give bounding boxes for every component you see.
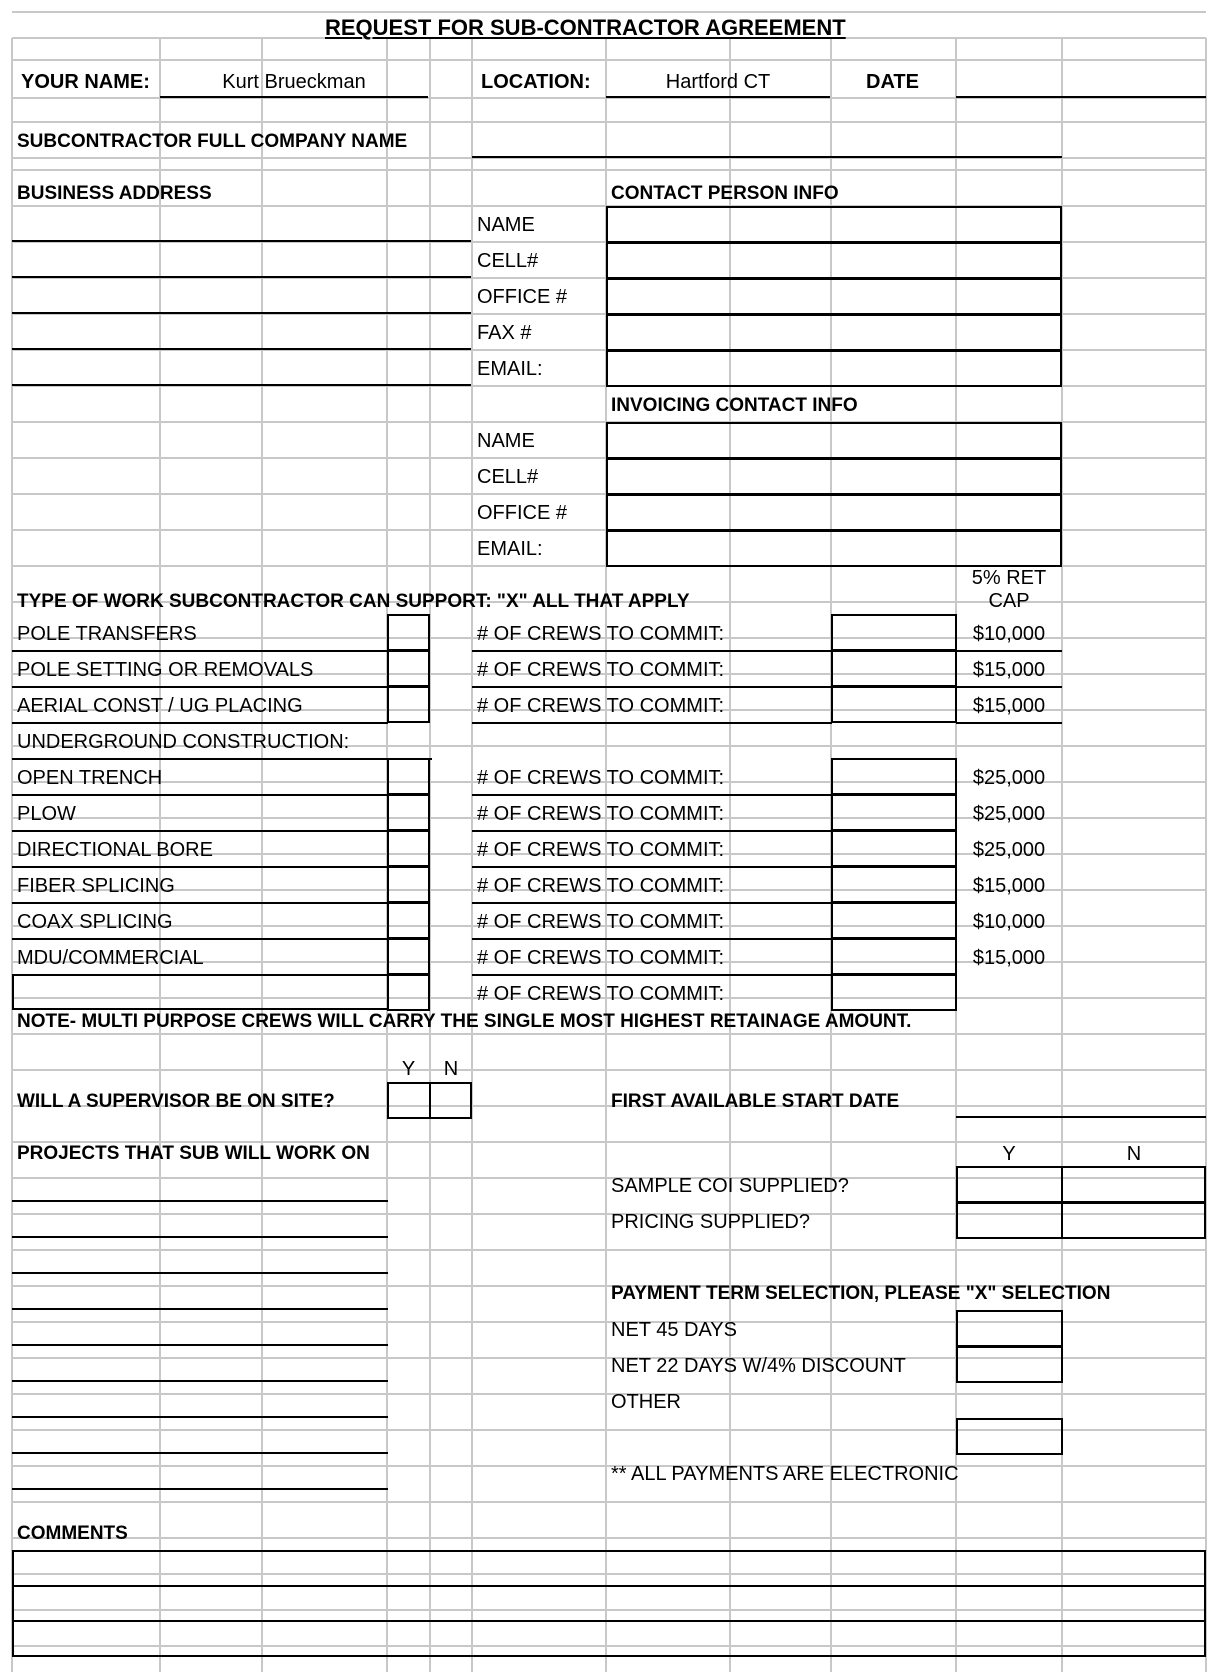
work-type-label: POLE SETTING OR REMOVALS <box>17 659 314 681</box>
work-type-checkbox[interactable] <box>387 686 430 723</box>
crews-count-input[interactable] <box>831 902 957 939</box>
invoicing-office-label: OFFICE # <box>477 502 568 524</box>
payment-option-net45-label: NET 45 DAYS <box>611 1319 737 1341</box>
business-address-line-4[interactable] <box>12 314 471 350</box>
row-divider <box>12 758 432 760</box>
project-line-2[interactable] <box>12 1202 388 1238</box>
work-type-label: POLE TRANSFERS <box>17 623 197 645</box>
coi-yes-checkbox[interactable] <box>956 1166 1063 1203</box>
comment-line-2[interactable] <box>12 1585 1206 1622</box>
contact-email-label: EMAIL: <box>477 358 543 380</box>
work-type-checkbox[interactable] <box>387 974 430 1011</box>
crews-label: # OF CREWS TO COMMIT: <box>477 659 725 681</box>
payment-term-heading: PAYMENT TERM SELECTION, PLEASE "X" SELECTION <box>611 1283 1111 1304</box>
comments-label: COMMENTS <box>17 1523 128 1544</box>
contact-name-input[interactable] <box>606 206 1062 243</box>
row-divider <box>472 722 832 724</box>
pricing-question: PRICING SUPPLIED? <box>611 1211 810 1233</box>
other-work-type-field[interactable] <box>12 974 388 1010</box>
coi-question: SAMPLE COI SUPPLIED? <box>611 1175 849 1197</box>
project-line-3[interactable] <box>12 1238 388 1274</box>
crews-count-input[interactable] <box>831 794 957 831</box>
payment-option-net22-label: NET 22 DAYS W/4% DISCOUNT <box>611 1355 906 1377</box>
ret-cap-header-line-1: 5% RET <box>971 567 1047 589</box>
location-field[interactable]: Hartford CT <box>665 71 771 93</box>
row-divider <box>472 686 832 688</box>
crews-label: # OF CREWS TO COMMIT: <box>477 911 725 933</box>
row-divider <box>12 686 388 688</box>
invoicing-name-label: NAME <box>477 430 535 452</box>
row-divider <box>12 722 388 724</box>
invoicing-name-input[interactable] <box>606 422 1062 459</box>
coi-no-checkbox[interactable] <box>1061 1166 1206 1203</box>
payment-option-other-label: OTHER <box>611 1391 681 1413</box>
row-divider <box>956 722 1062 724</box>
date-label: DATE <box>866 71 919 93</box>
location-label: LOCATION: <box>481 71 591 93</box>
work-type-checkbox[interactable] <box>387 902 430 939</box>
invoicing-email-label: EMAIL: <box>477 538 543 560</box>
your-name-field[interactable]: Kurt Brueckman <box>222 71 366 93</box>
contact-fax-label: FAX # <box>477 322 532 344</box>
project-line-7[interactable] <box>12 1382 388 1418</box>
pricing-no-checkbox[interactable] <box>1061 1202 1206 1239</box>
crews-label: # OF CREWS TO COMMIT: <box>477 803 725 825</box>
ret-cap-value: $15,000 <box>972 875 1046 897</box>
invoicing-email-input[interactable] <box>606 530 1062 567</box>
contact-email-input[interactable] <box>606 350 1062 387</box>
row-divider <box>12 866 388 868</box>
comment-line-1[interactable] <box>12 1550 1206 1587</box>
project-line-8[interactable] <box>12 1418 388 1454</box>
crews-count-input[interactable] <box>831 830 957 867</box>
work-type-checkbox[interactable] <box>387 614 430 651</box>
row-divider <box>12 902 388 904</box>
contact-fax-input[interactable] <box>606 314 1062 351</box>
row-divider <box>472 830 832 832</box>
date-underline <box>956 96 1206 98</box>
underground-construction-label: UNDERGROUND CONSTRUCTION: <box>17 731 350 753</box>
contact-person-heading: CONTACT PERSON INFO <box>611 183 839 204</box>
crews-count-input[interactable] <box>831 974 957 1011</box>
ret-cap-value: $25,000 <box>972 839 1046 861</box>
work-type-checkbox[interactable] <box>387 938 430 975</box>
project-line-4[interactable] <box>12 1274 388 1310</box>
ret-cap-value: $25,000 <box>972 767 1046 789</box>
form-title: REQUEST FOR SUB-CONTRACTOR AGREEMENT <box>325 15 846 40</box>
contact-name-label: NAME <box>477 214 535 236</box>
projects-label: PROJECTS THAT SUB WILL WORK ON <box>17 1143 370 1164</box>
work-type-label: MDU/COMMERCIAL <box>17 947 204 969</box>
crews-label: # OF CREWS TO COMMIT: <box>477 767 725 789</box>
row-divider <box>956 650 1062 652</box>
crews-label: # OF CREWS TO COMMIT: <box>477 875 725 897</box>
work-type-checkbox[interactable] <box>387 758 430 795</box>
work-type-checkbox[interactable] <box>387 866 430 903</box>
supervisor-no-checkbox[interactable] <box>429 1082 472 1119</box>
electronic-payment-note: ** ALL PAYMENTS ARE ELECTRONIC <box>611 1463 959 1485</box>
payment-net22-checkbox[interactable] <box>956 1346 1063 1383</box>
row-divider <box>472 794 832 796</box>
crews-label: # OF CREWS TO COMMIT: <box>477 623 725 645</box>
company-name-field[interactable] <box>472 122 1062 158</box>
project-line-1[interactable] <box>12 1166 388 1202</box>
payment-net45-checkbox[interactable] <box>956 1310 1063 1347</box>
work-type-label: COAX SPLICING <box>17 911 173 933</box>
crews-count-input[interactable] <box>831 614 957 651</box>
supervisor-yes-checkbox[interactable] <box>387 1082 431 1119</box>
contact-cell-label: CELL# <box>477 250 539 272</box>
work-type-checkbox[interactable] <box>387 650 430 687</box>
work-type-label: AERIAL CONST / UG PLACING <box>17 695 303 717</box>
contact-office-input[interactable] <box>606 278 1062 315</box>
start-date-field[interactable] <box>956 1082 1206 1118</box>
payment-other-checkbox[interactable] <box>956 1418 1063 1455</box>
ret-cap-value: $15,000 <box>972 947 1046 969</box>
crews-label: # OF CREWS TO COMMIT: <box>477 983 725 1005</box>
row-divider <box>472 974 832 976</box>
contact-cell-input[interactable] <box>606 242 1062 279</box>
business-address-line-2[interactable] <box>12 242 471 278</box>
work-type-heading: TYPE OF WORK SUBCONTRACTOR CAN SUPPORT: "X" ALL THAT APPLY <box>17 591 690 612</box>
comment-line-3[interactable] <box>12 1620 1206 1657</box>
business-address-line-3[interactable] <box>12 278 471 314</box>
your-name-label: YOUR NAME: <box>21 71 150 93</box>
company-name-label: SUBCONTRACTOR FULL COMPANY NAME <box>17 131 408 152</box>
business-address-label: BUSINESS ADDRESS <box>17 183 212 204</box>
ret-cap-value: $10,000 <box>972 911 1046 933</box>
location-underline <box>606 96 830 98</box>
invoicing-contact-heading: INVOICING CONTACT INFO <box>611 395 858 416</box>
contact-office-label: OFFICE # <box>477 286 568 308</box>
coi-no-header: N <box>1126 1143 1142 1165</box>
row-divider <box>472 866 832 868</box>
invoicing-cell-label: CELL# <box>477 466 539 488</box>
row-divider <box>472 650 832 652</box>
row-divider <box>472 902 832 904</box>
ret-cap-value: $15,000 <box>972 695 1046 717</box>
crews-count-input[interactable] <box>831 758 957 795</box>
pricing-yes-checkbox[interactable] <box>956 1202 1063 1239</box>
crews-count-input[interactable] <box>831 866 957 903</box>
project-line-9[interactable] <box>12 1454 388 1490</box>
row-divider <box>956 686 1062 688</box>
supervisor-no-header: N <box>443 1058 459 1080</box>
project-line-5[interactable] <box>12 1310 388 1346</box>
work-type-label: OPEN TRENCH <box>17 767 163 789</box>
ret-cap-value: $15,000 <box>972 659 1046 681</box>
work-type-checkbox[interactable] <box>387 794 430 831</box>
supervisor-yes-header: Y <box>401 1058 416 1080</box>
business-address-line-5[interactable] <box>12 350 471 386</box>
start-date-label: FIRST AVAILABLE START DATE <box>611 1091 900 1112</box>
retainage-note: NOTE- MULTI PURPOSE CREWS WILL CARRY THE SINGLE MOST HIGHEST RETAINAGE AMOUNT. <box>17 1011 912 1032</box>
crews-count-input[interactable] <box>831 650 957 687</box>
row-divider <box>472 938 832 940</box>
work-type-checkbox[interactable] <box>387 830 430 867</box>
work-type-label: PLOW <box>17 803 76 825</box>
crews-label: # OF CREWS TO COMMIT: <box>477 947 725 969</box>
row-divider <box>12 650 388 652</box>
row-divider <box>12 938 388 940</box>
invoicing-cell-input[interactable] <box>606 458 1062 495</box>
business-address-line-1[interactable] <box>12 206 471 242</box>
ret-cap-value: $10,000 <box>972 623 1046 645</box>
work-type-label: DIRECTIONAL BORE <box>17 839 213 861</box>
coi-yes-header: Y <box>1002 1143 1016 1165</box>
supervisor-question: WILL A SUPERVISOR BE ON SITE? <box>17 1091 335 1112</box>
your-name-underline <box>160 96 428 98</box>
work-type-label: FIBER SPLICING <box>17 875 175 897</box>
crews-label: # OF CREWS TO COMMIT: <box>477 695 725 717</box>
project-line-6[interactable] <box>12 1346 388 1382</box>
invoicing-office-input[interactable] <box>606 494 1062 531</box>
row-divider <box>12 830 388 832</box>
crews-count-input[interactable] <box>831 938 957 975</box>
crews-count-input[interactable] <box>831 686 957 723</box>
crews-label: # OF CREWS TO COMMIT: <box>477 839 725 861</box>
row-divider <box>12 794 388 796</box>
ret-cap-value: $25,000 <box>972 803 1046 825</box>
ret-cap-header-line-2: CAP <box>988 590 1030 612</box>
